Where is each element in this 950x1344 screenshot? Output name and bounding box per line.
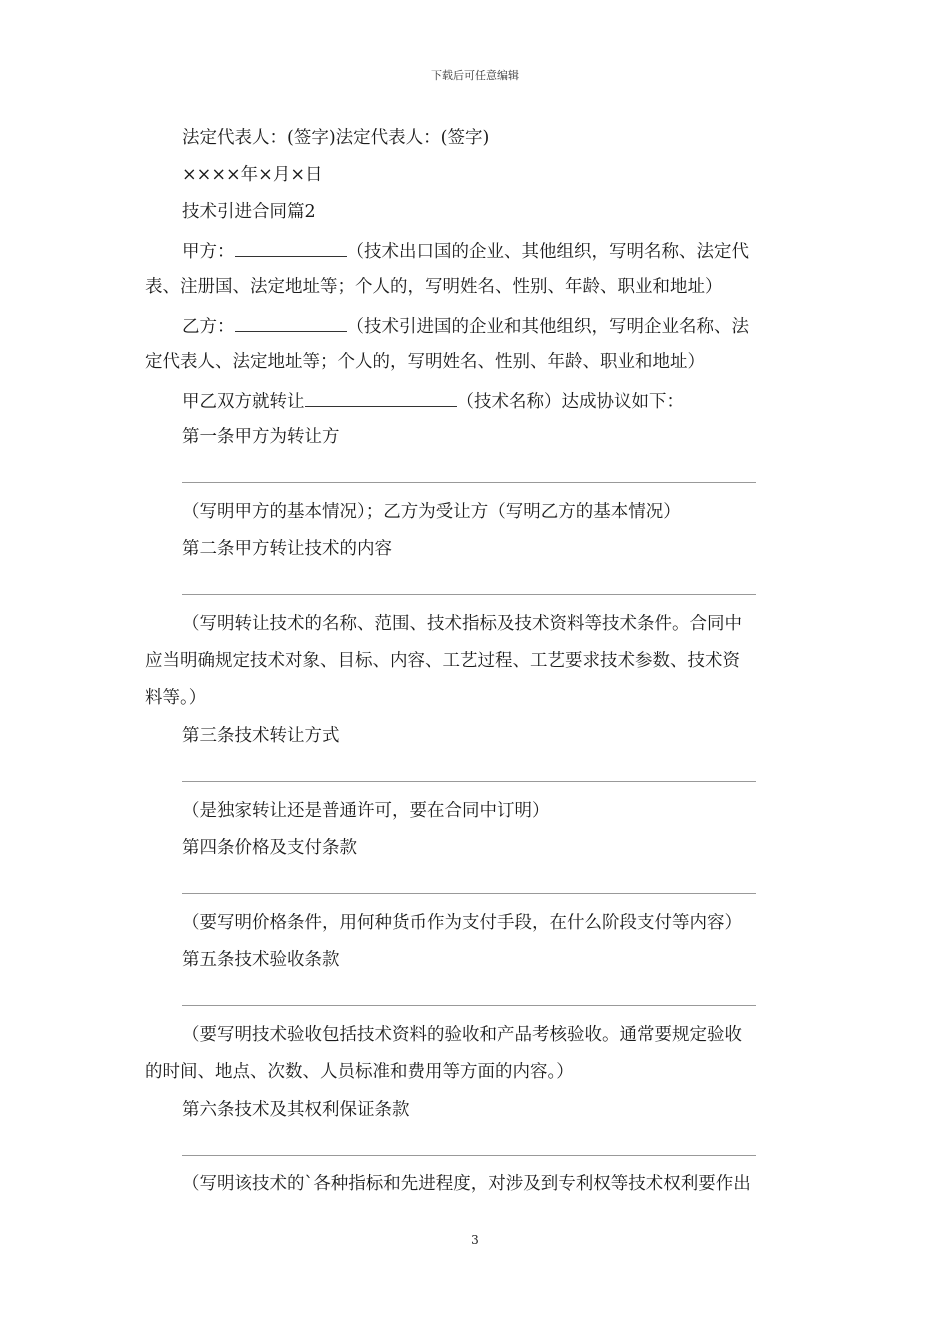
article-2-title: 第二条甲方转让技术的内容 xyxy=(182,539,392,559)
article-1-fill-line[interactable] xyxy=(182,482,756,483)
party-b-line xyxy=(182,313,810,339)
technology-name-blank[interactable] xyxy=(305,388,457,407)
page-number: 3 xyxy=(471,1233,479,1247)
article-2-desc-3: 料等。） xyxy=(145,688,207,708)
page-header: 下载后可任意编辑 xyxy=(431,69,519,82)
article-3-fill-line[interactable] xyxy=(182,781,756,782)
article-4-desc: （要写明价格条件，用何种货币作为支付手段，在什么阶段支付等内容） xyxy=(182,913,742,933)
contract-title: 技术引进合同篇2 xyxy=(182,202,316,222)
article-4-title: 第四条价格及支付条款 xyxy=(182,838,357,858)
party-b-label: 乙方： xyxy=(182,317,235,337)
article-3-desc: （是独家转让还是普通许可，要在合同中订明） xyxy=(182,801,550,821)
article-2-desc-2: 应当明确规定技术对象、目标、内容、工艺过程、工艺要求技术参数、技术资 xyxy=(145,651,740,671)
article-6-title: 第六条技术及其权利保证条款 xyxy=(182,1100,410,1120)
party-b-desc: （技术引进国的企业和其他组织，写明企业名称、法 xyxy=(346,317,749,337)
article-6-fill-line[interactable] xyxy=(182,1155,756,1156)
article-3-title: 第三条技术转让方式 xyxy=(182,726,340,746)
article-2-fill-line[interactable] xyxy=(182,594,756,595)
party-b-continuation: 定代表人、法定地址等；个人的，写明姓名、性别、年龄、职业和地址） xyxy=(145,352,705,372)
article-6-desc-1: （写明该技术的`各种指标和先进程度，对涉及到专利权等技术权利要作出 xyxy=(182,1174,751,1194)
article-2-desc-1: （写明转让技术的名称、范围、技术指标及技术资料等技术条件。合同中 xyxy=(182,614,742,634)
article-5-desc-1: （要写明技术验收包括技术资料的验收和产品考核验收。通常要规定验收 xyxy=(182,1025,742,1045)
party-b-blank[interactable] xyxy=(235,313,347,332)
article-4-fill-line[interactable] xyxy=(182,893,756,894)
article-5-desc-2: 的时间、地点、次数、人员标准和费用等方面的内容。） xyxy=(145,1062,574,1082)
agreement-line xyxy=(182,388,810,414)
party-a-desc: （技术出口国的企业、其他组织，写明名称、法定代 xyxy=(346,242,749,262)
signature-line: 法定代表人：(签字)法定代表人：(签字) xyxy=(182,128,490,148)
article-1-desc: （写明甲方的基本情况）；乙方为受让方（写明乙方的基本情况） xyxy=(182,502,681,522)
date-line: ××××年×月×日 xyxy=(182,165,323,185)
agreement-prefix: 甲乙双方就转让 xyxy=(182,392,305,412)
party-a-label: 甲方： xyxy=(182,242,235,262)
article-1-title: 第一条甲方为转让方 xyxy=(182,427,340,447)
article-5-title: 第五条技术验收条款 xyxy=(182,950,340,970)
party-a-blank[interactable] xyxy=(235,238,347,257)
party-a-line xyxy=(182,238,810,264)
party-a-continuation: 表、注册国、法定地址等；个人的，写明姓名、性别、年龄、职业和地址） xyxy=(145,277,723,297)
agreement-suffix: （技术名称）达成协议如下： xyxy=(456,392,684,412)
article-5-fill-line[interactable] xyxy=(182,1005,756,1006)
